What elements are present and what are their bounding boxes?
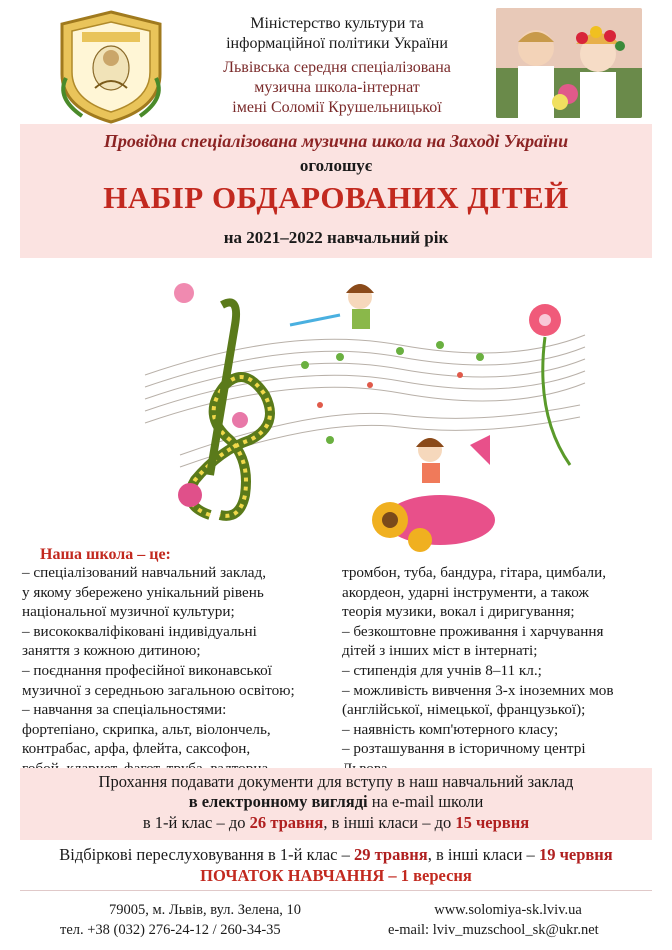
list-item: – висококваліфіковані індивідуальні [22,622,257,640]
academic-year: на 2021–2022 навчальний рік [223,228,449,247]
school-line-2: музична школа-інтернат [254,79,420,96]
first-class-deadline: 26 травня [249,813,324,832]
list-item: музичної з середньою загальною освітою; [22,681,295,699]
audition-first-label: Відбіркові переслуховування в 1-й клас – [59,845,354,864]
list-item: – поєднання професійної виконавської [22,661,272,679]
electronic-form-text: в електронному вигляді [188,792,368,811]
list-item: – безкоштовне проживання і харчування [342,622,604,640]
audition-line [16,845,656,865]
list-item: у якому збережено унікальний рівень [22,583,264,601]
phone: тел. +38 (032) 276-24-12 / 260-34-35 [60,922,281,938]
school-line-3: імені Соломії Крушельницької [232,99,442,116]
list-item: – можливість вивчення 3-х іноземних мов [342,681,614,699]
children-photo [496,8,642,118]
leading-school-tagline: Провідна спеціалізована музична школа на Заході України [103,131,569,151]
address: 79005, м. Львів, вул. Зелена, 10 [108,902,302,918]
ministry-name [172,14,502,54]
request-line-2 [20,792,652,812]
list-item: – стипендія для учнів 8–11 кл.; [342,661,542,679]
features-right-column [342,563,662,779]
list-item: теорія музики, вокал і диригування; [342,603,575,621]
list-item: акордеон, ударні інструменти, а також [342,583,589,601]
list-item: – спеціалізований навчальний заклад, [22,564,267,581]
music-illustration [140,265,590,555]
other-classes-deadline: 15 червня [455,813,530,832]
list-heading: Наша школа – це: [40,546,171,563]
request-line-3 [20,813,652,833]
email-link[interactable]: e-mail: lviv_muzschool_sk@ukr.net [388,922,599,938]
page-title: НАБІР ОБДАРОВАНИХ ДІТЕЙ [103,180,569,215]
school-name [172,58,502,118]
study-start: ПОЧАТОК НАВЧАННЯ – 1 вересня [200,866,472,885]
list-item: – навчання за спеціальностями: [22,701,227,719]
list-item: – наявність комп'ютерного класу; [342,720,559,738]
list-item: – розташування в історичному центрі [342,740,586,758]
other-classes-deadline-label: , в інші класи – до [323,813,456,832]
ministry-line-2: інформаційної політики України [226,35,448,52]
list-item: (англійської, німецької, французької); [342,701,586,719]
list-item: дітей з інших міст в інтернаті; [342,642,538,660]
list-item: фортепіано, скрипка, альт, віолончель, [22,720,271,738]
request-line-1: Прохання подавати документи для вступу в наш навчальний заклад [98,772,574,791]
list-item: тромбон, туба, бандура, гітара, цимбали, [342,564,607,581]
features-left-column [22,563,352,779]
request-email-text: на e-mail школи [367,792,484,811]
list-item: контрабас, арфа, флейта, саксофон, [22,740,251,758]
audition-other-label: , в інші класи – [427,845,539,864]
first-class-deadline-label: в 1-й клас – до [142,813,250,832]
school-line-1: Львівська середня спеціалізована [223,59,451,76]
list-item: національної музичної культури; [22,603,235,621]
announces-text: оголошує [299,156,373,175]
ministry-line-1: Міністерство культури та [250,15,424,32]
footer-divider [20,890,652,891]
audition-other-date: 19 червня [538,845,613,864]
list-item: заняття з кожною дитиною; [22,642,201,660]
audition-first-date: 29 травня [354,845,428,864]
school-logo [52,8,170,126]
website-link[interactable]: www.solomiya-sk.lviv.ua [434,902,582,918]
